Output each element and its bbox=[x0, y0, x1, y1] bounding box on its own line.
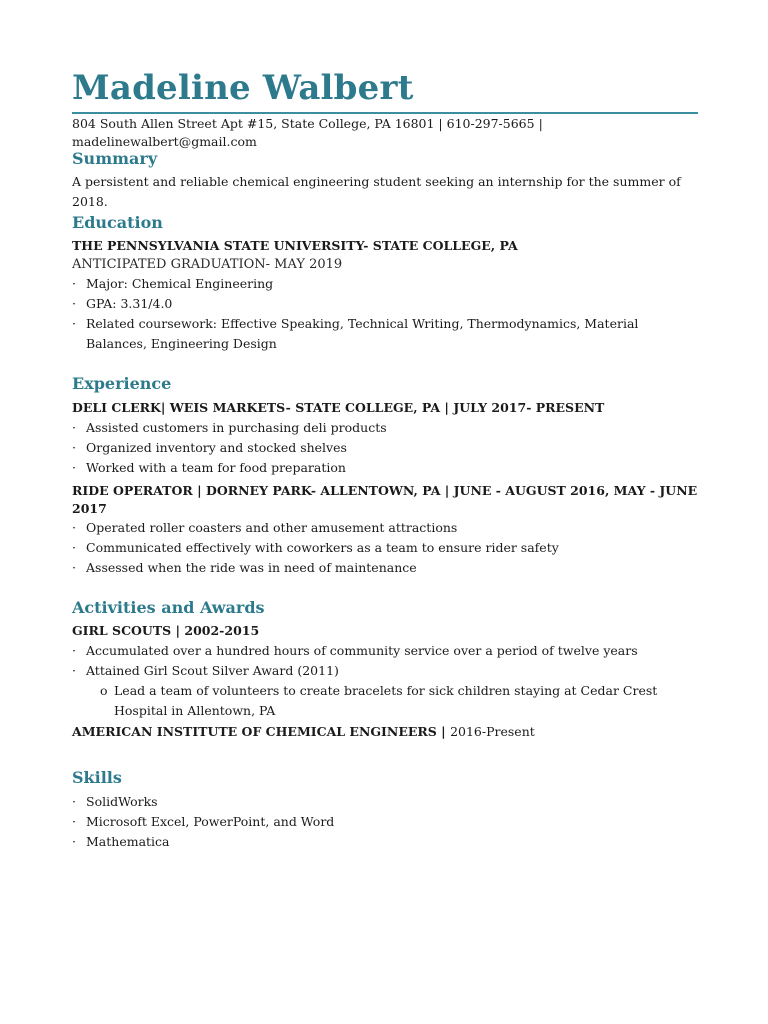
list-item-text: Communicated effectively with coworkers as a team to ensure rider safety bbox=[86, 540, 559, 555]
list-item bbox=[72, 661, 698, 681]
bullet-icon: · bbox=[72, 420, 76, 435]
summary-heading: Summary bbox=[72, 149, 158, 168]
activities-heading: Activities and Awards bbox=[72, 598, 265, 617]
bullet-icon: · bbox=[72, 814, 76, 829]
summary-section bbox=[72, 148, 698, 212]
list-item-text: Major: Chemical Engineering bbox=[86, 276, 274, 291]
list-item bbox=[72, 458, 698, 478]
list-item-text: Organized inventory and stocked shelves bbox=[86, 440, 347, 455]
bullet-icon: · bbox=[72, 643, 76, 658]
bullet-icon: · bbox=[72, 560, 76, 575]
experience-section bbox=[72, 373, 698, 578]
skills-list bbox=[72, 792, 698, 852]
activity-heading: GIRL SCOUTS | 2002-2015 bbox=[72, 623, 260, 638]
contact-info: 804 South Allen Street Apt #15, State College, PA 16801 | 610-297-5665 | madelinewalbert@gmail.com bbox=[72, 116, 543, 149]
job-heading: RIDE OPERATOR | DORNEY PARK- ALLENTOWN, PA | JUNE - AUGUST 2016, MAY - JUNE 2017 bbox=[72, 483, 698, 516]
list-item bbox=[72, 418, 698, 438]
education-graduation: ANTICIPATED GRADUATION- MAY 2019 bbox=[72, 257, 343, 272]
list-item-text: Microsoft Excel, PowerPoint, and Word bbox=[86, 814, 335, 829]
list-item-text: Accumulated over a hundred hours of community service over a period of twelve years bbox=[86, 643, 638, 658]
activity-bullets bbox=[72, 641, 698, 681]
activity-heading bbox=[72, 722, 698, 742]
skills-section bbox=[72, 767, 698, 852]
list-item-text: Operated roller coasters and other amusement attractions bbox=[86, 520, 458, 535]
bullet-icon: · bbox=[72, 440, 76, 455]
bullet-icon: · bbox=[72, 540, 76, 555]
list-item bbox=[72, 518, 698, 538]
education-school: THE PENNSYLVANIA STATE UNIVERSITY- STATE COLLEGE, PA bbox=[72, 238, 518, 253]
list-item bbox=[72, 641, 698, 661]
bullet-icon: · bbox=[72, 834, 76, 849]
list-item bbox=[72, 314, 698, 354]
aiche-dates: 2016-Present bbox=[450, 724, 535, 739]
list-item-text: Worked with a team for food preparation bbox=[86, 460, 346, 475]
list-item-text: Lead a team of volunteers to create bracelets for sick children staying at Cedar Crest Hospital in Allentown, PA bbox=[114, 683, 658, 718]
activities-section bbox=[72, 597, 698, 742]
skills-heading: Skills bbox=[72, 768, 122, 787]
list-item bbox=[72, 294, 698, 314]
education-section bbox=[72, 212, 698, 354]
list-item-text: Mathematica bbox=[86, 834, 170, 849]
list-item bbox=[72, 792, 698, 812]
list-item bbox=[100, 681, 698, 721]
bullet-icon: · bbox=[72, 316, 76, 331]
list-item bbox=[72, 438, 698, 458]
job-heading: DELI CLERK| WEIS MARKETS- STATE COLLEGE, PA | JULY 2017- PRESENT bbox=[72, 400, 605, 415]
list-item-text: Assessed when the ride was in need of maintenance bbox=[86, 560, 417, 575]
list-item bbox=[72, 812, 698, 832]
job-bullets bbox=[72, 518, 698, 578]
bullet-icon: · bbox=[72, 276, 76, 291]
aiche-name: AMERICAN INSTITUTE OF CHEMICAL ENGINEERS | bbox=[72, 724, 446, 739]
header-divider bbox=[72, 112, 698, 114]
list-item-text: Attained Girl Scout Silver Award (2011) bbox=[86, 663, 339, 678]
activity-sub-bullets bbox=[72, 681, 698, 721]
list-item-text: SolidWorks bbox=[86, 794, 158, 809]
bullet-icon: · bbox=[72, 296, 76, 311]
bullet-icon: · bbox=[72, 520, 76, 535]
experience-heading: Experience bbox=[72, 374, 172, 393]
resume-page bbox=[72, 66, 698, 849]
resume-name: Madeline Walbert bbox=[72, 68, 414, 108]
education-bullets bbox=[72, 274, 698, 354]
list-item-text: Assisted customers in purchasing deli products bbox=[86, 420, 387, 435]
list-item bbox=[72, 558, 698, 578]
circle-bullet-icon: o bbox=[100, 683, 108, 698]
list-item bbox=[72, 832, 698, 852]
list-item bbox=[72, 538, 698, 558]
job-bullets bbox=[72, 418, 698, 478]
list-item-text: Related coursework: Effective Speaking, Technical Writing, Thermodynamics, Material Balances, Engineering Design bbox=[86, 316, 639, 351]
summary-text: A persistent and reliable chemical engineering student seeking an internship for the summer of 2018. bbox=[72, 174, 681, 209]
education-heading: Education bbox=[72, 213, 163, 232]
bullet-icon: · bbox=[72, 663, 76, 678]
list-item bbox=[72, 274, 698, 294]
bullet-icon: · bbox=[72, 460, 76, 475]
bullet-icon: · bbox=[72, 794, 76, 809]
list-item-text: GPA: 3.31/4.0 bbox=[86, 296, 173, 311]
